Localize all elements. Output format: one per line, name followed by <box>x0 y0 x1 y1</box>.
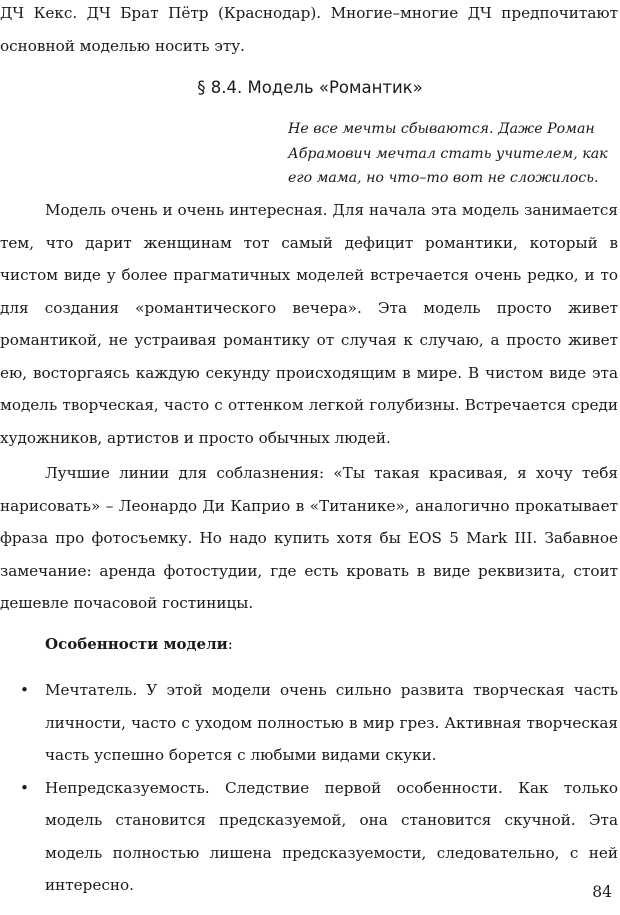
list-item-text: Мечтатель. У этой модели очень сильно развита творческая часть личности, часто с уходом полностью в мир грез. Активная творческая часть успешно борется с любыми видами скуки. <box>45 681 618 764</box>
epigraph <box>288 117 618 191</box>
epigraph-line: Абрамович мечтал стать учителем, как <box>288 145 608 162</box>
section-heading: § 8.4. Модель «Романтик» <box>197 78 423 97</box>
list-item <box>0 674 618 772</box>
features-heading <box>45 630 233 658</box>
bullet-icon: • <box>20 778 29 797</box>
features-list <box>0 674 620 902</box>
body-paragraph-1: Модель очень и очень интересная. Для начала эта модель занимается тем, что дарит женщинам тот самый дефицит романтики, который в чистом виде у более прагматичных моделей встречается очень редко, и то для создания «романтического вечера». Эта модель просто живет романтикой, не устраивая романтику от случая к случаю, а просто живет ею, восторгаясь каждую секунду происходящим в мире. В чистом виде эта модель творческая, часто с оттенком легкой голубизны. Встречается среди художников, артистов и просто обычных людей. <box>0 201 618 447</box>
page-number: 84 <box>592 883 612 901</box>
bullet-icon: • <box>20 681 29 699</box>
list-item <box>0 772 618 902</box>
epigraph-line: его мама, но что–то вот не сложилось. <box>288 170 599 186</box>
body-paragraph-2: Лучшие линии для соблазнения: «Ты такая красивая, я хочу тебя нарисовать» – Леонардо Ди Каприо в «Титанике», аналогично прокатывает фраза про фотосъемку. Но надо купить хотя бы EOS 5 Mark III. Забавное замечание: аренда фотостудии, где есть кровать в виде реквизита, стоит дешевле почасовой гостиницы. <box>0 464 618 612</box>
top-paragraph: ДЧ Кекс. ДЧ Брат Пётр (Краснодар). Многие–многие ДЧ предпочитают основной моделью носить эту. <box>0 4 618 55</box>
list-item-text: Непредсказуемость. Следствие первой особенности. Как только модель становится предсказуемой, она становится скучной. Эта модель полностью лишена предсказуемости, следовательно, с ней интересно. <box>45 778 618 894</box>
features-heading-text: Особенности модели <box>45 635 228 653</box>
features-heading-colon: : <box>227 635 233 653</box>
epigraph-line: Не все мечты сбываются. Даже Роман <box>288 121 595 137</box>
